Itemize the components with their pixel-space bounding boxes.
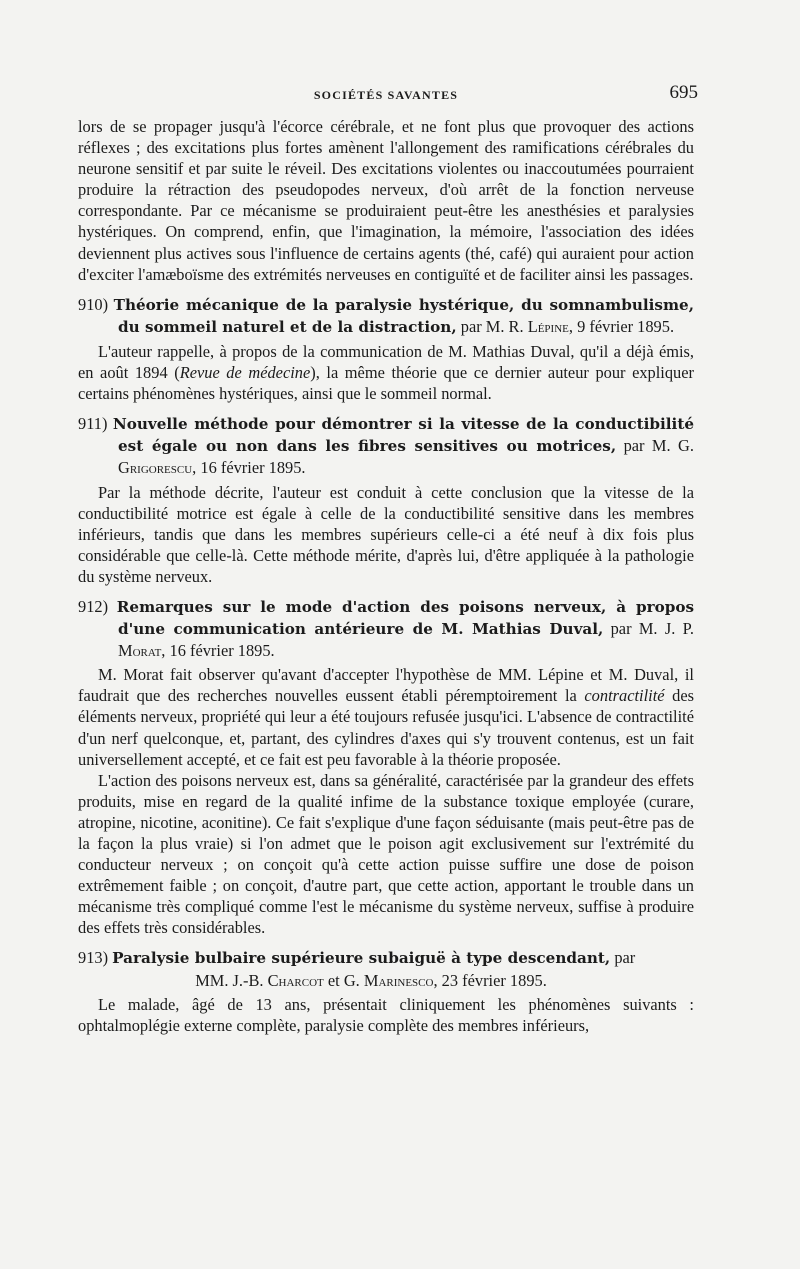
entry-paragraph: L'action des poisons nerveux est, dans sa généralité, caractérisée par la grandeur des effets produits, mise en regard de la qualité infime de la substance toxique employée (curare, atropine, nicotine, aconitine). Ce fait s'explique d'une façon séduisante (mais peut-être pas de la façon la plus vraie) si l'on admet que le poison agit exclusivement sur l'extrémité du conducteur nerveux ; on conçoit qu'à cette action puisse suffire une dose de poison extrêmement faible ; on conçoit, d'autre part, que cette action, apportant le trouble dans un mécanisme très compliqué comme l'est le mécanisme du système nerveux, suffise à produire des effets très considérables. <box>78 770 694 938</box>
entry-heading <box>78 596 694 661</box>
entry-913 <box>78 947 694 1035</box>
running-title: SOCIÉTÉS SAVANTES <box>313 88 459 102</box>
page-header <box>78 78 698 106</box>
author-name: Marinesco, <box>363 970 438 990</box>
text-run: M. Morat fait observer qu'avant d'accepter l'hypothèse de MM. Lépine et M. Duval, il faudrait que des recherches nouvelles eussent établi péremptoirement la <box>78 665 694 706</box>
author-name: Morat, <box>118 641 166 661</box>
entry-number: 911) <box>78 414 108 434</box>
entry-date: 16 février 1895. <box>169 641 275 661</box>
page-number: 695 <box>669 82 698 103</box>
entry-title: Remarques sur le mode d'action des poisons nerveux, à propos d'une communication antérieure de M. Mathias Duval, <box>116 597 694 639</box>
entry-title: Théorie mécanique de la paralysie hystérique, du somnambulisme, du sommeil naturel et de la distraction, <box>113 295 694 336</box>
entry-paragraph <box>78 664 694 769</box>
emphasis: contractilité <box>584 686 665 706</box>
entry-date: 16 février 1895. <box>200 458 306 478</box>
entry-heading <box>78 294 694 338</box>
journal-title: Revue de médecine <box>179 363 311 383</box>
body-text <box>78 116 694 1036</box>
entry-date: 23 février 1895. <box>441 970 547 990</box>
byline <box>118 970 664 991</box>
entry-911 <box>78 413 694 587</box>
text-run: ), la même théorie que ce dernier auteur pour expliquer certains phénomènes hystériques, ainsi que le sommeil normal. <box>78 363 694 404</box>
entry-number: 912) <box>78 596 109 616</box>
entry-title: Nouvelle méthode pour démontrer si la vitesse de la conductibilité est égale ou non dans les fibres sensitives ou motrices, <box>112 415 694 456</box>
entry-title: Paralysie bulbaire supérieure subaiguë à type descendant, <box>112 949 611 968</box>
author-name: Lépine, <box>527 316 573 336</box>
entry-paragraph: Le malade, âgé de 13 ans, présentait cliniquement les phénomènes suivants : ophtalmoplégie externe complète, paralysie complète des membres inférieurs, <box>78 994 694 1035</box>
entry-paragraph: Par la méthode décrite, l'auteur est conduit à cette conclusion que la vitesse de la conductibilité motrice est égale à celle de la conductibilité sensitive dans les membres inférieurs, tandis que dans les membres supérieurs celle-ci a été neuf à dix fois plus considérable que celle-là. Cette méthode mérite, d'après lui, d'être appliquée à la pathologie du système nerveux. <box>78 482 694 586</box>
journal-page <box>78 78 698 1036</box>
byline-prefix: par M. G. <box>623 436 694 456</box>
entry-date: 9 février 1895. <box>577 316 675 336</box>
entry-912 <box>78 596 694 939</box>
author-name: Charcot <box>267 970 324 990</box>
entry-heading <box>78 413 694 478</box>
author-name: Grigorescu, <box>118 458 197 478</box>
text-run: des éléments nerveux, propriété qui leur a été toujours refusée jusqu'ici. L'absence de contractilité d'un nerf quelconque, et, partant, des cylindres d'axes qui s'y trouvent contenus, est un fait universellement accepté, et ce fait est peu favorable à la théorie proposée. <box>78 686 695 769</box>
intro-paragraph: lors de se propager jusqu'à l'écorce cérébrale, et ne font plus que provoquer des actions réflexes ; des excitations plus fortes amènent l'allongement des ramifications cérébrales du neurone sensitif et par suite le réveil. Des excitations violentes ou inaccoutumées pourraient produire la rétraction des pseudopodes nerveux, d'où arrêt de la fonction nerveuse correspondante. Par ce mécanisme se produiraient peut-être les anesthésies et paralysies hystériques. On comprend, enfin, que l'imagination, la mémoire, l'association des idées deviennent plus actives sous l'influence de certains agents (thé, café) qui auraient pour action d'exciter l'amæboïsme des extrémités nerveuses en contiguïté et de faciliter ainsi les passages. <box>78 117 694 284</box>
entry-number: 913) <box>78 948 109 968</box>
entry-heading <box>78 947 694 990</box>
entry-910 <box>78 294 694 404</box>
entry-number: 910) <box>78 294 109 314</box>
entry-paragraph <box>78 341 694 404</box>
byline-text: et G. <box>327 970 360 990</box>
byline-prefix: par M. J. P. <box>610 619 694 639</box>
byline-text: MM. J.-B. <box>195 970 264 990</box>
byline-prefix: par M. R. <box>460 316 524 336</box>
byline-prefix: par <box>614 948 636 968</box>
text-run: L'auteur rappelle, à propos de la communication de M. Mathias Duval, qu'il a déjà émis, en août 1894 ( <box>78 341 694 383</box>
